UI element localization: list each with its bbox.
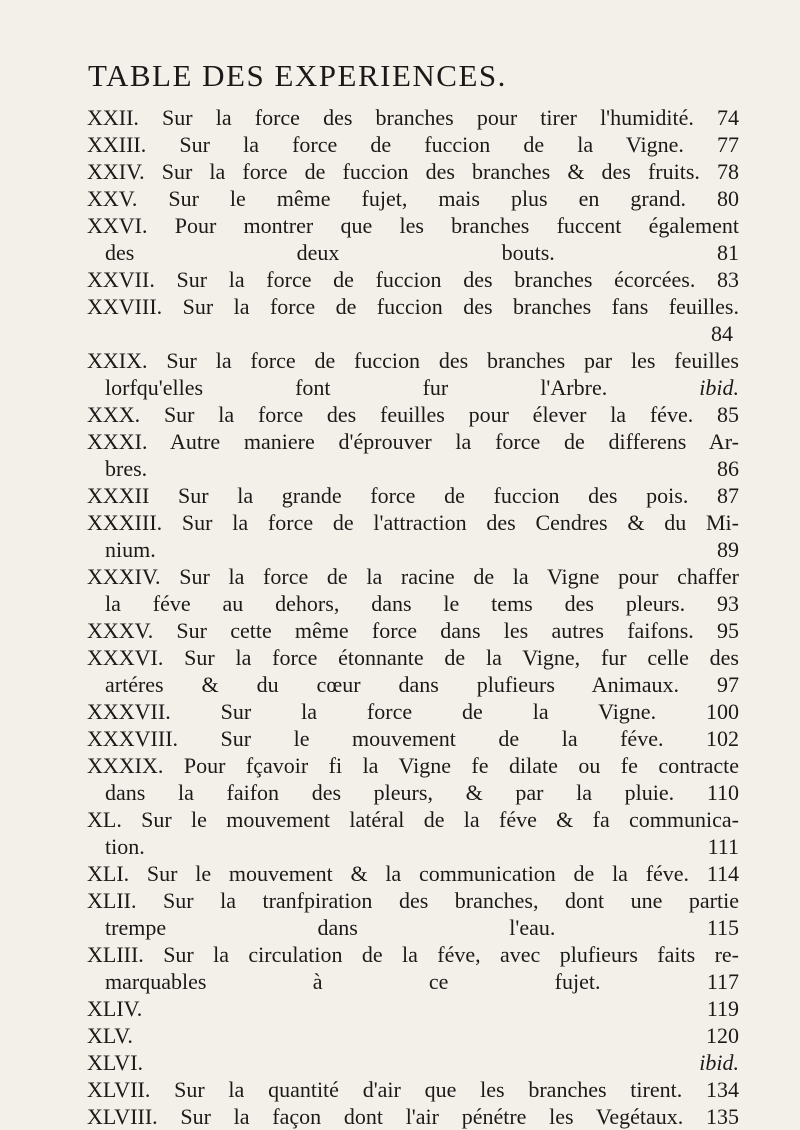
entry-page-number: 100 <box>706 699 740 724</box>
entry-text: lorfqu'elles font fur l'Arbre. <box>105 375 608 400</box>
toc-entry <box>87 266 739 293</box>
entry-continuation-line <box>87 779 739 806</box>
entry-title-line <box>87 617 739 644</box>
entry-title-line <box>87 1103 739 1130</box>
entry-page-number: 119 <box>706 996 739 1021</box>
toc-entry <box>87 293 739 347</box>
toc-entry <box>87 806 739 860</box>
entry-page-number: 80 <box>717 186 739 211</box>
entry-page-number: 83 <box>717 267 740 292</box>
entry-page-number: 114 <box>706 861 739 886</box>
entry-text: la féve au dehors, dans le tems des pleurs. <box>105 591 686 616</box>
entry-text: XL. Sur le mouvement latéral de la féve & fa communica- <box>87 807 739 832</box>
entry-page-number: 86 <box>717 456 739 481</box>
toc-entry <box>87 482 739 509</box>
entry-title-line <box>87 185 739 212</box>
entry-page-number: 111 <box>707 834 739 859</box>
toc-entry <box>87 698 739 725</box>
entry-text: XXVII. Sur la force de fuccion des branches écorcées. <box>87 267 696 292</box>
entry-text: XXXVIII. Sur le mouvement de la féve. <box>87 726 664 751</box>
entry-text: XXXV. Sur cette même force dans les autres faifons. <box>87 618 694 643</box>
entry-text: artéres & du cœur dans plufieurs Animaux. <box>105 672 680 697</box>
entry-text: XXII. Sur la force des branches pour tirer l'humidité. <box>87 105 694 130</box>
entry-continuation-line <box>87 590 739 617</box>
entry-text: marquables à ce fujet. <box>105 969 601 994</box>
entry-title-line <box>87 428 739 455</box>
entry-page-number: 74 <box>717 105 739 130</box>
entry-text: XXXVII. Sur la force de la Vigne. <box>87 699 657 724</box>
entry-text: XLVII. Sur la quantité d'air que les branches tirent. <box>87 1077 683 1102</box>
entry-continuation-line <box>87 239 739 266</box>
entry-text: XLIII. Sur la circulation de la féve, avec plufieurs faits re- <box>87 942 739 967</box>
entry-page-number: 117 <box>706 969 740 994</box>
entry-title-line <box>87 752 739 779</box>
toc-entry <box>87 347 739 401</box>
entry-title-line <box>87 725 739 752</box>
page-title: TABLE DES EXPERIENCES. <box>88 58 507 93</box>
entry-page-number: 134 <box>706 1077 739 1102</box>
toc-entry <box>87 860 739 887</box>
toc-entry <box>87 158 739 185</box>
entry-page-number: 77 <box>717 132 740 157</box>
entry-page-number: 89 <box>717 537 739 562</box>
entry-page-number: 87 <box>717 483 740 508</box>
entry-continuation-line <box>87 671 739 698</box>
toc-entry <box>87 1076 739 1103</box>
entry-title-line <box>87 806 739 833</box>
toc-entry <box>87 104 739 131</box>
entry-title-line <box>87 941 739 968</box>
toc-entry <box>87 725 739 752</box>
entry-title-line <box>87 293 739 320</box>
entry-title-line <box>87 401 739 428</box>
entry-text: XLII. Sur la tranfpiration des branches, dont une partie <box>87 888 739 913</box>
toc-entry <box>87 509 739 563</box>
toc-entry <box>87 1049 739 1076</box>
entry-text: XLIV. <box>87 996 143 1021</box>
entry-page-number: 115 <box>706 915 740 940</box>
entry-page-number: ibid. <box>699 375 739 400</box>
entry-text: des deux bouts. <box>105 240 555 265</box>
entry-text: XXVIII. Sur la force de fuccion des branches fans feuilles. <box>87 294 739 319</box>
toc-entry <box>87 644 739 698</box>
entry-text: nium. <box>105 537 156 562</box>
entry-text: XXXIX. Pour fçavoir fi la Vigne fe dilate ou fe contracte <box>87 753 739 778</box>
entry-page-number: 135 <box>706 1104 739 1129</box>
toc-entry <box>87 401 739 428</box>
toc-entry <box>87 212 739 266</box>
entry-continuation-line <box>87 455 739 482</box>
entry-title-line <box>87 698 739 725</box>
entry-text: XLV. <box>87 1023 133 1048</box>
entry-text: trempe dans l'eau. <box>105 915 556 940</box>
toc-entry <box>87 887 739 941</box>
toc-entry <box>87 752 739 806</box>
entry-title-line <box>87 644 739 671</box>
entry-text: XXIX. Sur la force de fuccion des branches par les feuilles <box>87 348 739 373</box>
entry-text: XLVI. <box>87 1050 144 1075</box>
entry-text: tion. <box>105 834 145 859</box>
toc-entry <box>87 617 739 644</box>
entry-page-number: 85 <box>717 402 740 427</box>
entry-title-line <box>87 131 739 158</box>
entry-title-line <box>87 1022 739 1049</box>
entry-text: XXV. Sur le même fujet, mais plus en grand. <box>87 186 686 211</box>
entry-title-line <box>87 212 739 239</box>
table-of-experiments <box>87 104 739 1130</box>
entry-page-number: 110 <box>706 780 739 805</box>
entry-page-number: 102 <box>706 726 739 751</box>
entry-page-number: 78 <box>717 159 740 184</box>
entry-page-number: 95 <box>717 618 740 643</box>
entry-title-line <box>87 347 739 374</box>
entry-page-number: 81 <box>717 240 740 265</box>
entry-text: XXXI. Autre maniere d'éprouver la force de differens Ar- <box>87 429 739 454</box>
entry-text: dans la faifon des pleurs, & par la pluie. <box>105 780 675 805</box>
entry-title-line <box>87 482 739 509</box>
toc-entry <box>87 185 739 212</box>
entry-title-line <box>87 995 739 1022</box>
entry-title-line <box>87 104 739 131</box>
entry-title-line <box>87 563 739 590</box>
entry-title-line <box>87 158 739 185</box>
entry-title-line <box>87 887 739 914</box>
toc-entry <box>87 131 739 158</box>
toc-entry <box>87 1022 739 1049</box>
entry-text: XXIII. Sur la force de fuccion de la Vigne. <box>87 132 684 157</box>
toc-entry <box>87 1103 739 1130</box>
entry-title-line <box>87 509 739 536</box>
entry-title-line <box>87 266 739 293</box>
entry-title-line <box>87 860 739 887</box>
entry-text: XXXIII. Sur la force de l'attraction des Cendres & du Mi- <box>87 510 739 535</box>
entry-continuation-line <box>87 536 739 563</box>
entry-continuation-line <box>87 374 739 401</box>
entry-page-number: ibid. <box>699 1050 739 1075</box>
entry-continuation-line <box>87 833 739 860</box>
entry-text: XLI. Sur le mouvement & la communication de la féve. <box>87 861 690 886</box>
entry-continuation-line <box>87 914 739 941</box>
entry-title-line <box>87 1076 739 1103</box>
entry-text: XXXII Sur la grande force de fuccion des pois. <box>87 483 689 508</box>
entry-text: XLVIII. Sur la façon dont l'air pénétre les Vegétaux. <box>87 1104 684 1129</box>
entry-continuation-line <box>87 968 739 995</box>
entry-page-number: 84 <box>711 321 733 346</box>
entry-title-line <box>87 1049 739 1076</box>
entry-text: XXXVI. Sur la force étonnante de la Vigne, fur celle des <box>87 645 739 670</box>
entry-text: XXIV. Sur la force de fuccion des branches & des fruits. <box>87 159 700 184</box>
entry-page-number: 97 <box>717 672 740 697</box>
toc-entry <box>87 941 739 995</box>
toc-entry <box>87 563 739 617</box>
entry-text: XXVI. Pour montrer que les branches fuccent également <box>87 213 739 238</box>
entry-text: XXX. Sur la force des feuilles pour élever la féve. <box>87 402 694 427</box>
entry-page-number: 120 <box>706 1023 739 1048</box>
entry-text: bres. <box>105 456 148 481</box>
toc-entry <box>87 428 739 482</box>
entry-text: XXXIV. Sur la force de la racine de la Vigne pour chaffer <box>87 564 739 589</box>
toc-entry <box>87 995 739 1022</box>
entry-page-number: 93 <box>717 591 739 616</box>
